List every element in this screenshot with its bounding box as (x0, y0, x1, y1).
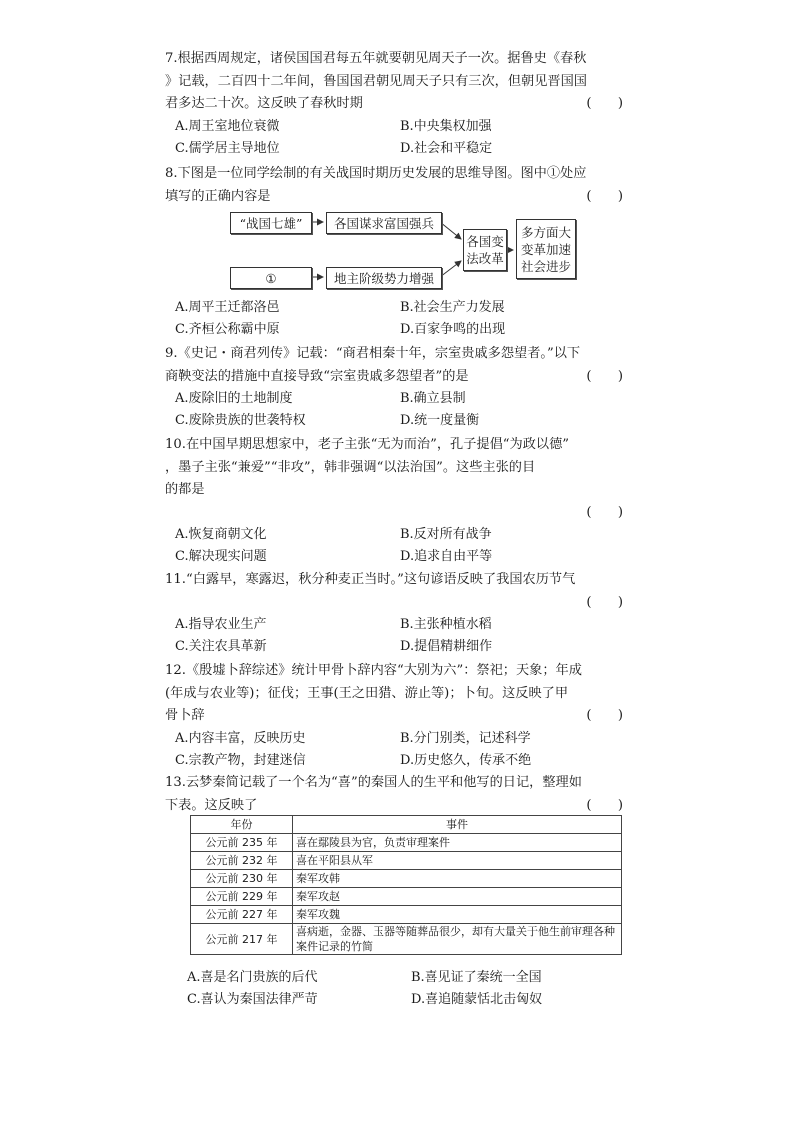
box-landlord-class: 地主阶级势力增强 (326, 267, 442, 289)
question-stem: 10.在中国早期思想家中，老子主张“无为而治”，孔子提倡“为政以德” ，墨子主张“兼爱”“非攻”，韩非强调“以法治国”。这些主张的目 的都是 ( ) (165, 437, 623, 520)
answer-blank[interactable]: ( ) (586, 368, 623, 384)
question-11 (165, 569, 635, 658)
option-c[interactable]: C.喜认为秦国法律严苛 (187, 992, 318, 1007)
option-d[interactable]: D.追求自由平等 (400, 549, 493, 564)
options (175, 116, 635, 160)
options (187, 967, 635, 1011)
option-a[interactable]: A.恢复商朝文化 (175, 527, 267, 542)
option-d[interactable]: D.社会和平稳定 (400, 140, 493, 156)
option-a[interactable]: A.喜是名门贵族的后代 (187, 970, 318, 985)
option-b[interactable]: B.主张种植水稻 (400, 617, 492, 632)
table-row: 公元前 232 年 喜在平阳县从军 (191, 852, 622, 870)
options (175, 614, 635, 658)
question-12 (165, 660, 635, 772)
box-reforms: 各国变 法改革 (463, 229, 507, 271)
question-stem: 13.云梦秦简记载了一个名为“喜”的秦国人的生平和他写的日记，整理如 下表。这反映了 ( ) (165, 772, 635, 817)
header-year: 年份 (191, 816, 293, 834)
box-warring-states: “战国七雄” (230, 212, 312, 234)
option-b[interactable]: B.反对所有战争 (400, 527, 492, 542)
option-d[interactable]: D.统一度量衡 (400, 413, 480, 428)
header-event: 事件 (293, 816, 622, 834)
answer-blank[interactable]: ( ) (586, 96, 623, 111)
question-10 (165, 434, 635, 568)
option-c[interactable]: C.解决现实问题 (175, 549, 267, 564)
question-stem: 11.“白露早，寒露迟，秋分种麦正当时。”这句谚语反映了我国农历节气 ( ) (165, 572, 623, 610)
table-row: 公元前 229 年 秦军攻赵 (191, 888, 622, 906)
arrow (440, 261, 461, 277)
question-stem: 7.根据西周规定，诸侯国国君每五年就要朝见周天子一次。据鲁史《春秋 》记载，二百四十二年间，鲁国国君朝见周天子只有三次，但朝见晋国国 君多达二十次。这反映了春秋时期 ( ) (165, 48, 635, 116)
question-stem: 9.《史记・商君列传》记载：“商君相秦十年，宗室贵戚多怨望者。”以下 商鞅变法的措施中直接导致“宗室贵戚多怨望者”的是 ( ) (165, 343, 635, 388)
option-b[interactable]: B.喜见证了秦统一全国 (411, 970, 542, 985)
option-d[interactable]: D.喜追随蒙恬北击匈奴 (411, 992, 543, 1007)
mind-map-diagram (228, 209, 580, 291)
box-seek-wealth: 各国谋求富国强兵 (326, 212, 442, 234)
question-8 (165, 163, 635, 208)
answer-blank[interactable]: ( ) (586, 797, 623, 813)
option-b[interactable]: B.分门别类，记述科学 (400, 730, 531, 746)
table-row: 公元前 230 年 秦军攻韩 (191, 870, 622, 888)
question-7 (165, 48, 635, 160)
options (175, 297, 635, 341)
table-header-row (191, 816, 622, 834)
options (175, 728, 635, 772)
answer-blank[interactable]: ( ) (586, 708, 623, 723)
option-c[interactable]: C.齐桓公称霸中原 (175, 322, 280, 337)
question-9 (165, 343, 635, 432)
question-13 (165, 772, 635, 817)
option-b[interactable]: B.确立县制 (400, 391, 466, 406)
box-social-progress: 多方面大 变革加速 社会进步 (516, 219, 576, 279)
option-a[interactable]: A.内容丰富，反映历史 (175, 730, 306, 746)
option-c[interactable]: C.关注农具革新 (175, 639, 267, 654)
option-c[interactable]: C.废除贵族的世袭特权 (175, 413, 306, 428)
option-b[interactable]: B.社会生产力发展 (400, 300, 505, 315)
option-a[interactable]: A.指导农业生产 (175, 617, 267, 632)
option-a[interactable]: A.废除旧的土地制度 (175, 391, 293, 406)
question-8-options (165, 297, 635, 341)
option-a[interactable]: A.周王室地位衰微 (175, 118, 280, 134)
option-a[interactable]: A.周平王迁都洛邑 (175, 300, 280, 315)
question-13-options (165, 967, 635, 1011)
events-table (190, 815, 622, 955)
box-blank-1: ① (230, 267, 312, 289)
answer-blank[interactable]: ( ) (586, 594, 623, 610)
option-b[interactable]: B.中央集权加强 (400, 118, 492, 134)
table-row: 公元前 227 年 秦军攻魏 (191, 906, 622, 924)
answer-blank[interactable]: ( ) (586, 188, 623, 204)
question-stem: 8.下图是一位同学绘制的有关战国时期历史发展的思维导图。图中①处应 填写的正确内容是 ( ) (165, 163, 635, 208)
option-d[interactable]: D.百家争鸣的出现 (400, 322, 506, 337)
question-stem: 12.《殷墟卜辞综述》统计甲骨卜辞内容“大别为六”：祭祀；天象；年成 (年成与农业等)；征伐；王事(王之田猎、游止等)；卜旬。这反映了甲 骨卜辞 ( ) (165, 660, 635, 728)
option-c[interactable]: C.儒学居主导地位 (175, 140, 280, 156)
table-row: 公元前 217 年 喜病逝，金器、玉器等随葬品很少，却有大量关于他生前审理各种案件记录的竹简 (191, 924, 622, 955)
answer-blank[interactable]: ( ) (586, 504, 623, 520)
options (175, 524, 635, 568)
table-row: 公元前 235 年 喜在鄢陵县为官，负责审理案件 (191, 834, 622, 852)
option-d[interactable]: D.历史悠久，传承不绝 (400, 752, 532, 768)
option-d[interactable]: D.提倡精耕细作 (400, 639, 493, 654)
options (175, 388, 635, 432)
arrow (440, 222, 461, 239)
option-c[interactable]: C.宗教产物，封建迷信 (175, 752, 306, 768)
